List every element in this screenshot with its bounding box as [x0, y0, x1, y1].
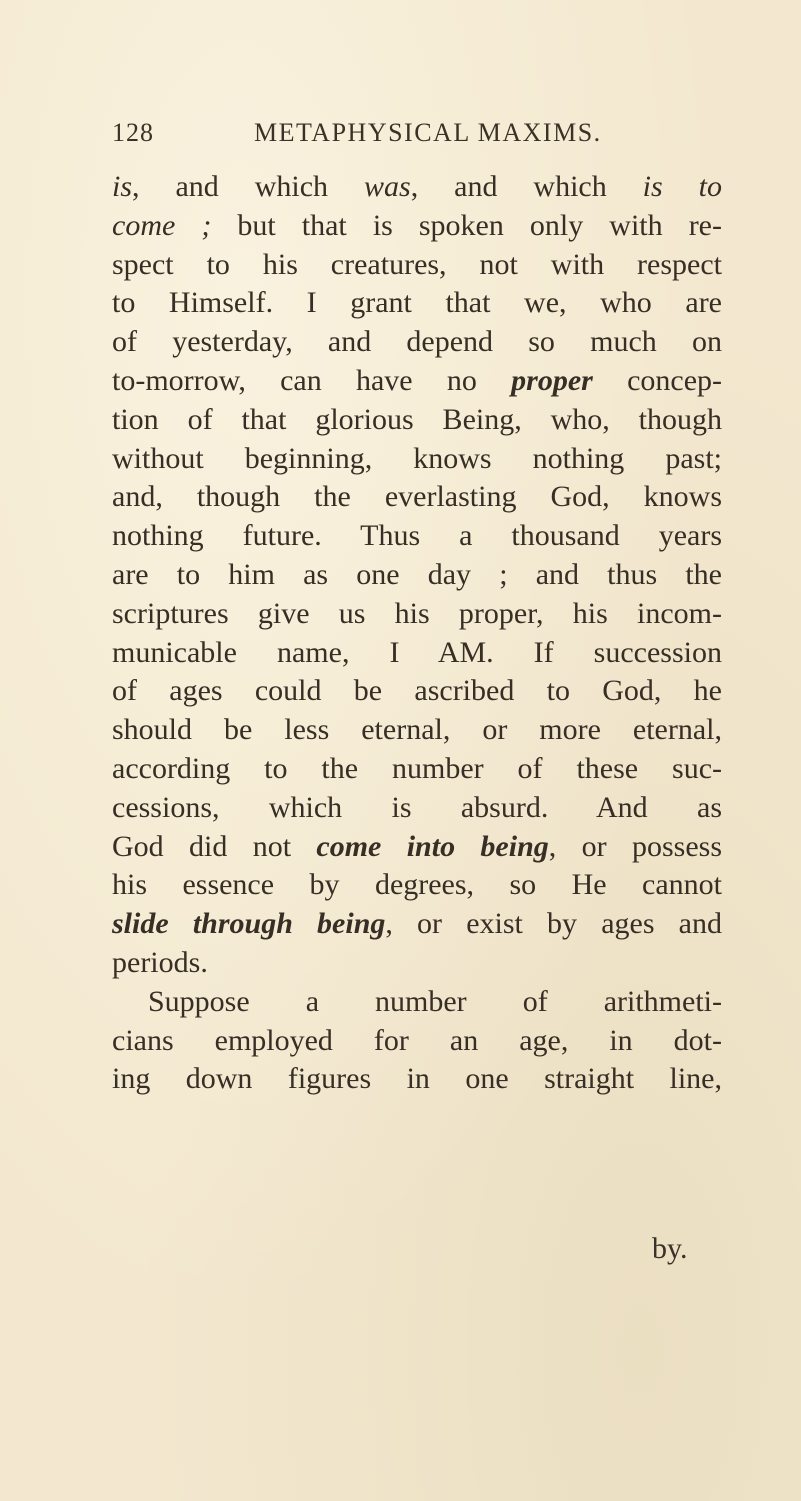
- italic-word: is: [112, 170, 133, 203]
- text-line: spect to his creatures, not with respect: [112, 247, 722, 281]
- text-line: of ages could be ascribed to God, he: [112, 674, 722, 708]
- emphasis-word: proper: [511, 363, 593, 397]
- emphasis-phrase: come into being: [316, 829, 549, 863]
- text-line: [112, 362, 722, 401]
- page-number: 128: [112, 118, 154, 147]
- text-line: to Himself. I grant that we, who are: [112, 286, 722, 320]
- text-line: of yesterday, and depend so much on: [112, 325, 722, 359]
- running-title: METAPHYSICAL MAXIMS.: [254, 118, 602, 147]
- text-line: periods.: [112, 945, 208, 979]
- text-line: tion of that glorious Being, who, though: [112, 402, 722, 436]
- italic-word: was: [364, 170, 411, 203]
- text-span: but that is spoken only with re-: [211, 208, 722, 242]
- text-line: and, though the everlasting God, knows: [112, 480, 722, 514]
- text-line: according to the number of these suc-: [112, 751, 722, 785]
- text-line: [112, 207, 722, 246]
- text-line: municable name, I AM. If succession: [112, 635, 722, 669]
- text-line: should be less eternal, or more eternal,: [112, 713, 722, 747]
- text-span: concep-: [592, 363, 723, 397]
- italic-word: is to: [642, 170, 722, 203]
- body-text: [112, 168, 722, 1099]
- text-span: God did not: [112, 829, 317, 863]
- text-line: [112, 168, 722, 207]
- text-line: scriptures give us his proper, his incom-: [112, 596, 722, 630]
- catchword: by.: [652, 1232, 688, 1265]
- text-line: Suppose a number of arithmeti-: [148, 984, 722, 1018]
- text-span: , or possess: [548, 829, 722, 863]
- text-line: [112, 905, 722, 944]
- text-line: are to him as one day ; and thus the: [112, 557, 722, 591]
- text-line: [112, 828, 722, 867]
- text-line: cians employed for an age, in dot-: [112, 1023, 722, 1057]
- text-span: to-morrow, can have no: [112, 363, 512, 397]
- text-line: nothing future. Thus a thousand years: [112, 519, 722, 553]
- text-span: , or exist by ages and: [385, 907, 722, 941]
- text-span: , and which: [132, 170, 364, 203]
- text-line: ing down figures in one straight line,: [112, 1062, 722, 1096]
- text-line: without beginning, knows nothing past;: [112, 441, 722, 475]
- text-line: cessions, which is absurd. And as: [112, 790, 722, 824]
- text-span: , and which: [410, 170, 643, 203]
- emphasis-phrase: slide through being: [112, 907, 386, 941]
- italic-word: come ;: [112, 208, 212, 242]
- running-head: [112, 118, 712, 158]
- text-line: his essence by degrees, so He cannot: [112, 868, 722, 902]
